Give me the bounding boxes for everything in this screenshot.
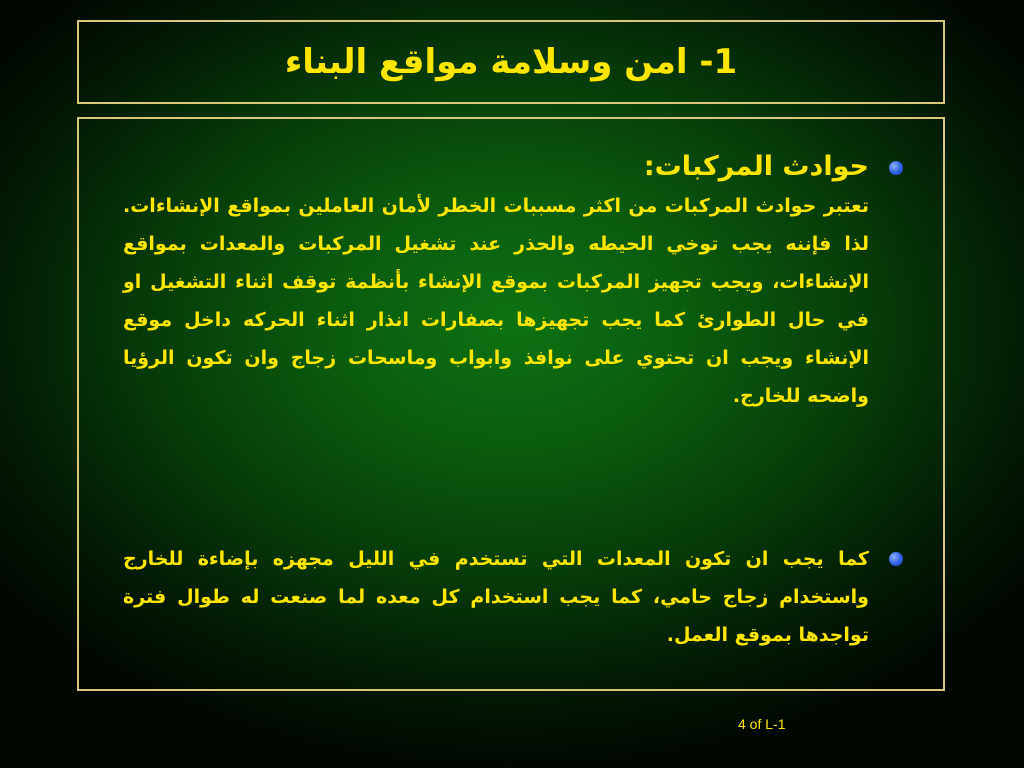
section-heading: حوادث المركبات: — [643, 151, 869, 182]
bullet-item-night-equipment — [123, 540, 903, 654]
section-paragraph: تعتبر حوادث المركبات من اكثر مسببات الخطر لأمان العاملين بمواقع الإنشاءات. لذا فإننه يجب توخي الحيطه والحذر عند تشغيل المركبات والمعدات بمواقع الإنشاءات، ويجب تجهيز المركبات بموقع الإنشاء بأنظمة توقف اثناء التشغيل او في حال الطوارئ كما يجب تجهيزها بصفارات انذار اثناء الحركه داخل موقع الإنشاء ويجب ان تحتوي على نوافذ وابواب وماسحات زجاج وان تكون الرؤيا واضحه للخارج. — [123, 195, 869, 407]
bullet-content — [123, 149, 869, 415]
section-paragraph: كما يجب ان تكون المعدات التي تستخدم في الليل مجهزه بإضاءة للخارج واستخدام زجاج حامي، كما يجب استخدام كل معده لما صنعت له طوال فترة تواجدها بموقع العمل. — [123, 548, 869, 646]
bullet-icon — [889, 552, 903, 566]
bullet-item-vehicle-accidents — [123, 149, 903, 415]
bullet-icon — [889, 161, 903, 175]
slide-title: 1- امن وسلامة مواقع البناء — [284, 42, 738, 82]
content-box — [77, 117, 945, 691]
bullet-content — [123, 540, 869, 654]
page-number: 4 of L-1 — [738, 716, 786, 732]
title-box — [77, 20, 945, 104]
